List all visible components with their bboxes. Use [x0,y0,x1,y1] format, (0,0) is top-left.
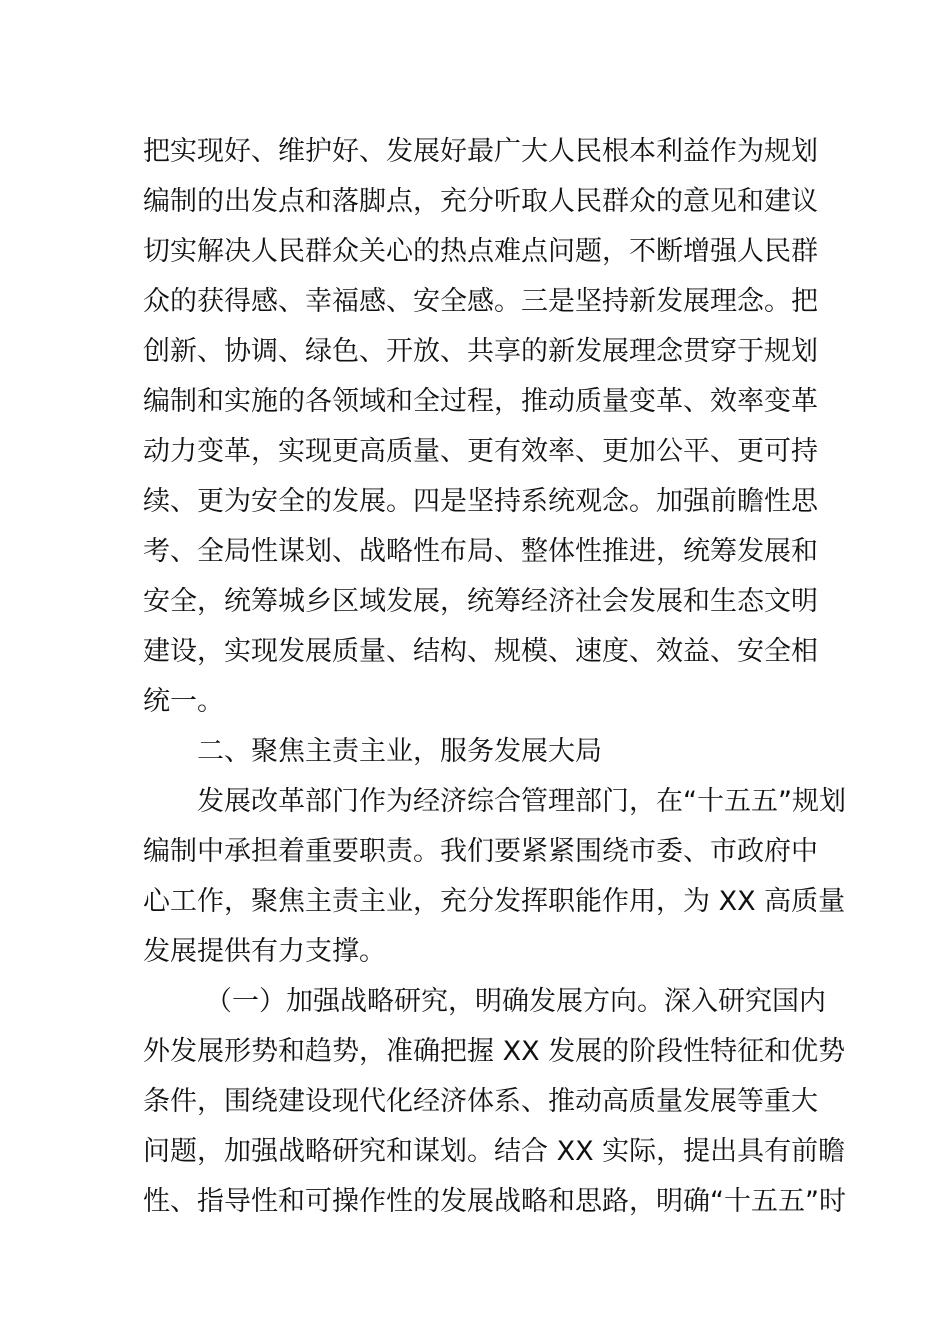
text-line: 考、全局性谋划、战略性布局、整体性推进，统筹发展和 [143,536,818,567]
text-line: 编制和实施的各领域和全过程，推动质量变革、效率变革 [143,386,818,417]
text-line: 发展改革部门作为经济综合管理部门，在“十五五”规划 [197,786,846,817]
text-line: 创新、协调、绿色、开放、共享的新发展理念贯穿于规划 [143,336,818,367]
text-line: 续、更为安全的发展。四是坚持系统观念。加强前瞻性思 [143,486,818,517]
text-line: 性、指导性和可操作性的发展战略和思路，明确“十五五”时 [143,1186,846,1217]
text-line: 问题，加强战略研究和谋划。结合 XX 实际，提出具有前瞻 [143,1136,846,1167]
text-line: 发展提供有力支撑。 [143,936,386,967]
text-line: 动力变革，实现更高质量、更有效率、更加公平、更可持 [143,436,818,467]
body-text [143,127,846,1227]
text-line: 编制中承担着重要职责。我们要紧紧围绕市委、市政府中 [143,836,818,867]
section-heading: 二、聚焦主责主业，服务发展大局 [197,736,602,767]
text-line: 把实现好、维护好、发展好最广大人民根本利益作为规划 [143,136,818,167]
text-line: 心工作，聚焦主责主业，充分发挥职能作用，为 XX 高质量 [143,886,846,917]
text-line: 建设，实现发展质量、结构、规模、速度、效益、安全相 [143,636,818,667]
subsection-heading-line: （一）加强战略研究，明确发展方向。深入研究国内 [205,986,826,1017]
text-line: 众的获得感、幸福感、安全感。三是坚持新发展理念。把 [143,286,818,317]
text-line: 切实解决人民群众关心的热点难点问题，不断增强人民群 [143,236,818,267]
text-line: 编制的出发点和落脚点，充分听取人民群众的意见和建议 [143,186,818,217]
text-line: 外发展形势和趋势，准确把握 XX 发展的阶段性特征和优势 [143,1036,846,1067]
text-line: 条件，围绕建设现代化经济体系、推动高质量发展等重大 [143,1086,818,1117]
text-line: 统一。 [143,686,224,717]
text-line: 安全，统筹城乡区域发展，统筹经济社会发展和生态文明 [143,586,818,617]
